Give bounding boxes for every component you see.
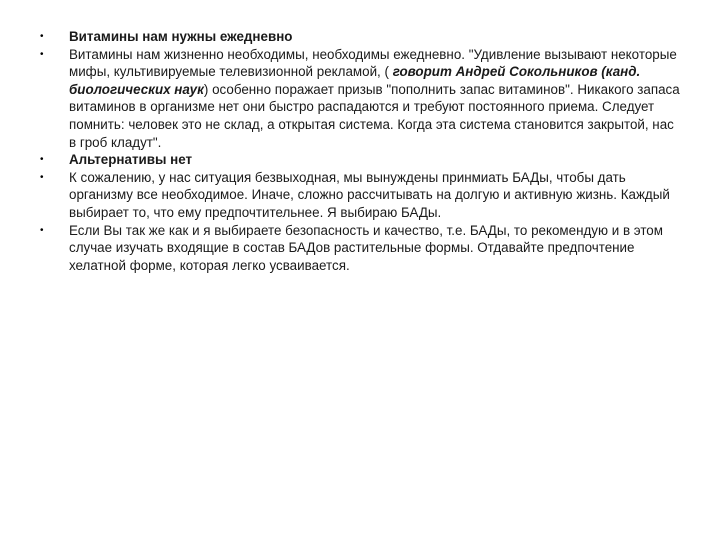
quote-author: говорит Андрей Сокольников (канд. биологических наук [69,64,641,97]
list-item-supplements-paragraph [40,169,680,222]
bullet-icon: • [40,171,44,183]
list-item-recommendation-paragraph [40,222,680,275]
bullet-icon: • [40,48,44,60]
paragraph-text-part1: Витамины нам жизненно необходимы, необходимы ежедневно. "Удивление вызывают некоторые мифы, культивируемые телевизионной рекламой, ( [69,46,677,80]
heading-no-alternatives: Альтернативы нет [69,152,193,168]
paragraph-text-part2: ) особенно поражает призыв "пополнить запас витаминов". Никакого запаса витаминов в организме нет они быстро распадаются и требуют постоянного приема. Следует помнить: человек это не склад, а открытая система. Когда эта система становится закрытой, нас в гроб кладут". [69,81,680,150]
bullet-icon: • [40,31,44,42]
paragraph-supplements: К сожалению, у нас ситуация безвыходная, мы вынуждены принмиать БАДы, чтобы дать организму все необходимое. Иначе, сложно рассчитывать на долгую и активную жизнь. Каждый выбирает то, что ему предпочтительнее. Я выбираю БАДы. [69,169,670,220]
list-item-heading-no-alternatives [40,151,680,169]
list-item-vitamins-paragraph [40,46,680,152]
list-item-heading-vitamins [40,28,680,46]
bullet-icon: • [40,154,44,166]
heading-vitamins-daily: Витамины нам нужны ежедневно [69,29,293,44]
paragraph-recommendation: Если Вы так же как и я выбираете безопасность и качество, т.е. БАДы, то рекомендую и в этом случае изучать входящие в состав БАДов растительные формы. Отдавайте предпочтение хелатной форме, которая легко усваивается. [69,222,663,273]
bullet-icon: • [40,224,44,236]
bullet-list [40,28,680,274]
